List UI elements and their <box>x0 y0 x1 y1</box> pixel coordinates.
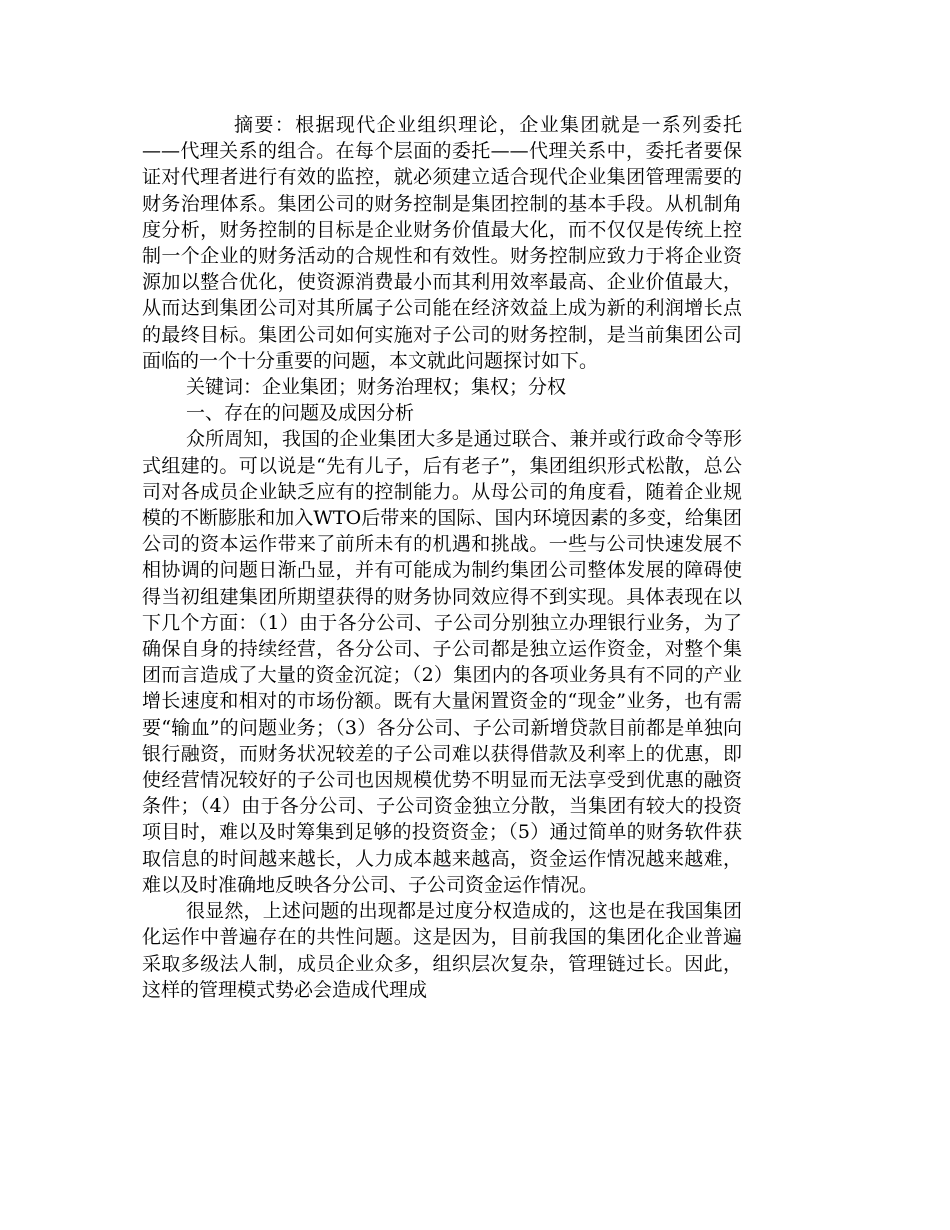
document-body <box>142 112 742 1003</box>
body-paragraph: 众所周知，我国的企业集团大多是通过联合、兼并或行政命令等形式组建的。可以说是“先有儿子，后有老子”，集团组织形式松散，总公司对各成员企业缺乏应有的控制能力。从母公司的角度看，随着企业规模的不断膨胀和加入WTO后带来的国际、国内环境因素的多变，给集团公司的资本运作带来了前所未有的机遇和挑战。一些与公司快速发展不相协调的问题日渐凸显，并有可能成为制约集团公司整体发展的障碍使得当初组建集团所期望获得的财务协同效应得不到实现。具体表现在以下几个方面：（1）由于各分公司、子公司分别独立办理银行业务，为了确保自身的持续经营，各分公司、子公司都是独立运作资金，对整个集团而言造成了大量的资金沉淀；（2）集团内的各项业务具有不同的产业增长速度和相对的市场份额。既有大量闲置资金的“现金”业务，也有需要“输血”的问题业务；（3）各分公司、子公司新增贷款目前都是单独向银行融资，而财务状况较差的子公司难以获得借款及利率上的优惠，即使经营情况较好的子公司也因规模优势不明显而无法享受到优惠的融资条件；（4）由于各分公司、子公司资金独立分散，当集团有较大的投资项目时，难以及时筹集到足够的投资资金；（5）通过简单的财务软件获取信息的时间越来越长，人力成本越来越高，资金运作情况越来越难，难以及时准确地反映各分公司、子公司资金运作情况。 <box>142 428 742 896</box>
keywords-line: 关键词：企业集团；财务治理权；集权；分权 <box>186 376 567 399</box>
abstract-paragraph: 摘要：根据现代企业组织理论，企业集团就是一系列委托——代理关系的组合。在每个层面的委托——代理关系中，委托者要保证对代理者进行有效的监控，就必须建立适合现代企业集团管理需要的财务治理体系。集团公司的财务控制是集团控制的基本手段。从机制角度分析，财务控制的目标是企业财务价值最大化，而不仅仅是传统上控制一个企业的财务活动的合规性和有效性。财务控制应致力于将企业资源加以整合优化，使资源消费最小而其利用效率最高、企业价值最大，从而达到集团公司对其所属子公司能在经济效益上成为新的利润增长点的最终目标。集团公司如何实施对子公司的财务控制，是当前集团公司面临的一个十分重要的问题，本文就此问题探讨如下。 <box>142 114 742 372</box>
section-heading: 一、存在的问题及成因分析 <box>186 402 415 425</box>
body-paragraph: 很显然，上述问题的出现都是过度分权造成的，这也是在我国集团化运作中普遍存在的共性问题。这是因为，目前我国的集团化企业普遍采取多级法人制，成员企业众多，组织层次复杂，管理链过长。因此，这样的管理模式势必会造成代理成 <box>142 900 742 1001</box>
